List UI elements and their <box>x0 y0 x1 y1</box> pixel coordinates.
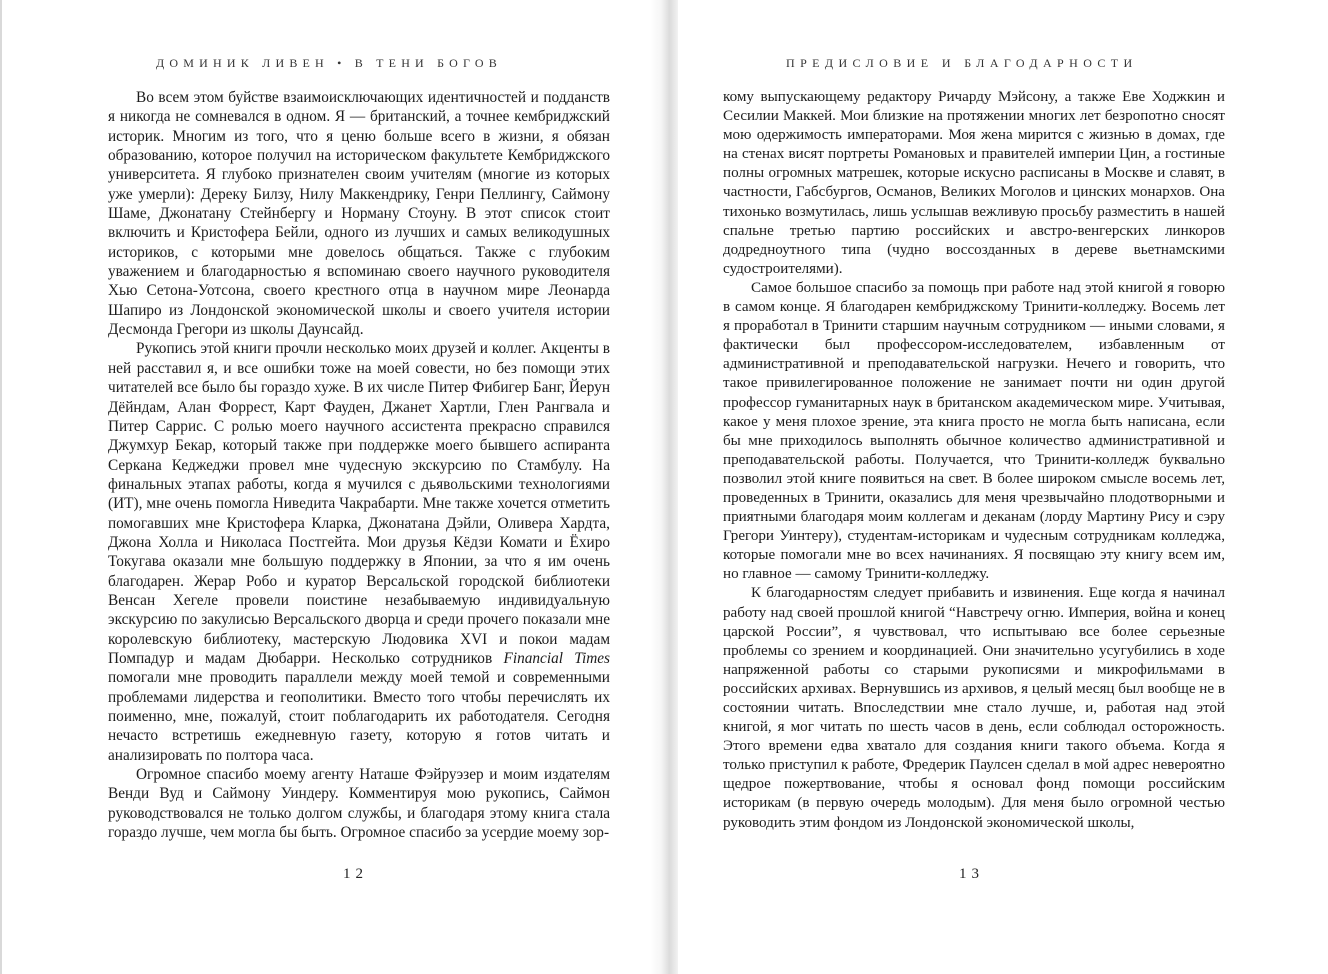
running-head-right: ПРЕДИСЛОВИЕ И БЛАГОДАРНОСТИ <box>786 56 1138 70</box>
left-page-body <box>108 88 610 842</box>
paragraph: Во всем этом буйстве взаимоисключающих идентичностей и подданств я никогда не сомневался в одном. Я — британский, а точнее кембриджский историк. Многим из того, что я ценю больше всего в жизни, я обязан образованию, которое получил на историческом факультете Кембриджского университета. Я глубоко признателен своим учителям (многие из которых уже умерли): Дереку Билзу, Нилу Маккендрику, Генри Пеллингу, Саймону Шаме, Джонатану Стейнбергу и Норману Стоуну. В этот список стоит включить и Кристофера Бейли, одного из лучших и самых великодушных историков, с которыми мне довелось общаться. Также с глубоким уважением и благодарностью я вспоминаю своего научного руководителя Хью Сетона-Уотсона, своего крестного отца в научном мире Леонарда Шапиро из Лондонской экономической школы и своего учителя истории Десмонда Грегори из школы Даунсайд. <box>108 89 610 339</box>
gutter-shadow <box>650 0 678 974</box>
paragraph: К благодарностям следует прибавить и извинения. Еще когда я начинал работу над своей прошлой книгой “Навстречу огню. Империя, война и конец царской России”, я чувствовал, что испытываю все более серьезные проблемы со зрением и координацией. Они значительно усугубились в ходе напряженной работы со старыми рукописями и микрофильмами в российских архивах. Вернувшись из архивов, я целый месяц был вообще не в состоянии читать. Впоследствии мне стало лучше, и, работая над этой книгой, я мог читать по шесть часов в день, если соблюдал осторожность. Этого времени едва хватало для создания книги такого объема. Когда я только приступил к работе, Фредерик Паулсен сделал в мой адрес невероятно щедрое пожертвование, чтобы я основал фонд помощи российским историкам (в первую очередь молодым). Для меня было огромной честью руководить этим фондом из Лондонской экономической школы, <box>723 585 1225 831</box>
paragraph-text: помогали мне проводить параллели между моей темой и современными проблемами лидерства и геополитики. Вместо того чтобы перечислять их поименно, мне, пожалуй, стоит поблагодарить их работодателя. Сегодня нечасто встретишь ежедневную газету, которую я готов читать и анализировать по полтора часа. <box>108 669 610 764</box>
italic-title: Financial Times <box>503 649 610 667</box>
right-page-body <box>723 88 1225 833</box>
paragraph-text: Рукопись этой книги прочли несколько моих друзей и коллег. Акценты в ней расставил я, и все ошибки тоже на моей совести, но без помощи этих читателей все было бы гораздо хуже. В их числе Питер Фибигер Банг, Йерун Дёйндам, Алан Форрест, Карт Фауден, Джанет Хартли, Глен Рангвала и Питер Саррис. С ролью моего научного ассистента прекрасно справился Джумхур Бекар, который также при поддержке моего бывшего аспиранта Серкана Кеджеджи провел мне чудесную экскурсию по Стамбулу. На финальных этапах работы, когда я мучился с дьявольскими технологиями (ИТ), мне очень помогла Ниведита Чакрабарти. Мне также хочется отметить помогавших мне Кристофера Кларка, Джонатана Дэйли, Оливера Хардта, Джона Холла и Николаса Постгейта. Мои друзья Кёдзи Комати и Ёхиро Токугава оказали мне большую поддержку в Японии, за что я им очень благодарен. Жерар Робо и куратор Версальской городской библиотеки Венсан Хегеле провели поистине незабываемую индивидуальную экскурсию по закулисью Версальского дворца и среди прочего показали мне королевскую библиотеку, мастерскую Людовика XVI и покои мадам Помпадур и мадам Дюбарри. Несколько сотрудников <box>108 340 610 667</box>
paragraph <box>108 339 610 765</box>
right-page <box>664 0 1328 974</box>
page-number-left: 12 <box>343 866 368 882</box>
paragraph: Огромное спасибо моему агенту Наташе Фэйруэзер и моим издателям Венди Вуд и Саймону Уиндеру. Комментируя мою рукопись, Саймон руководствовался не только долгом службы, и благодаря этому книга стала гораздо лучше, чем могла бы быть. Огромное спасибо за усердие моему зор- <box>108 766 610 842</box>
running-head-left: ДОМИНИК ЛИВЕН • В ТЕНИ БОГОВ <box>156 56 502 70</box>
page-number-right: 13 <box>959 866 984 882</box>
paragraph: Самое большое спасибо за помощь при работе над этой книгой я говорю в самом конце. Я благодарен кембриджскому Тринити-колледжу. Восемь лет я проработал в Тринити старшим научным сотрудником — иными словами, я фактически был профессором-исследователем, избавленным от административной и преподавательской нагрузки. Нечего и говорить, что такое привилегированное положение не занимает почти ни один другой профессор гуманитарных наук в британском академическом мире. Учитывая, какое у меня плохое зрение, эта книга просто не могла быть написана, если бы мне приходилось выполнять обычное количество административной и преподавательской работы. Получается, что Тринити-колледж буквально позволил этой книге появиться на свет. В более широком смысле восемь лет, проведенных в Тринити, оказались для меня чрезвычайно плодотворными и приятными благодаря моим коллегам и деканам (лорду Мартину Рису и сэру Грегори Уинтеру), студентам-историкам и чудесным сотрудникам колледжа, которые помогали мне во всех начинаниях. Я посвящаю эту книгу всем им, но главное — самому Тринити-колледжу. <box>723 279 1225 583</box>
paragraph: кому выпускающему редактору Ричарду Мэйсону, а также Еве Ходжкин и Сесилии Маккей. Мои близкие на протяжении многих лет безропотно сносят мою одержимость императорами. Моя жена мирится с жизнью в домах, где на стенах висят портреты Романовых и правителей империи Цин, а гостиные полны огромных матрешек, которые искусно расписаны в Москве и славят, в частности, Габсбургов, Османов, Великих Моголов и цинских монархов. Она тихонько возмутилась, лишь услышав вежливую просьбу разместить в нашей спальне третью партию российских и австро-венгерских линкоров додредноутного типа (чудно воссозданных в дереве вьетнамскими судостроителями). <box>723 89 1225 277</box>
